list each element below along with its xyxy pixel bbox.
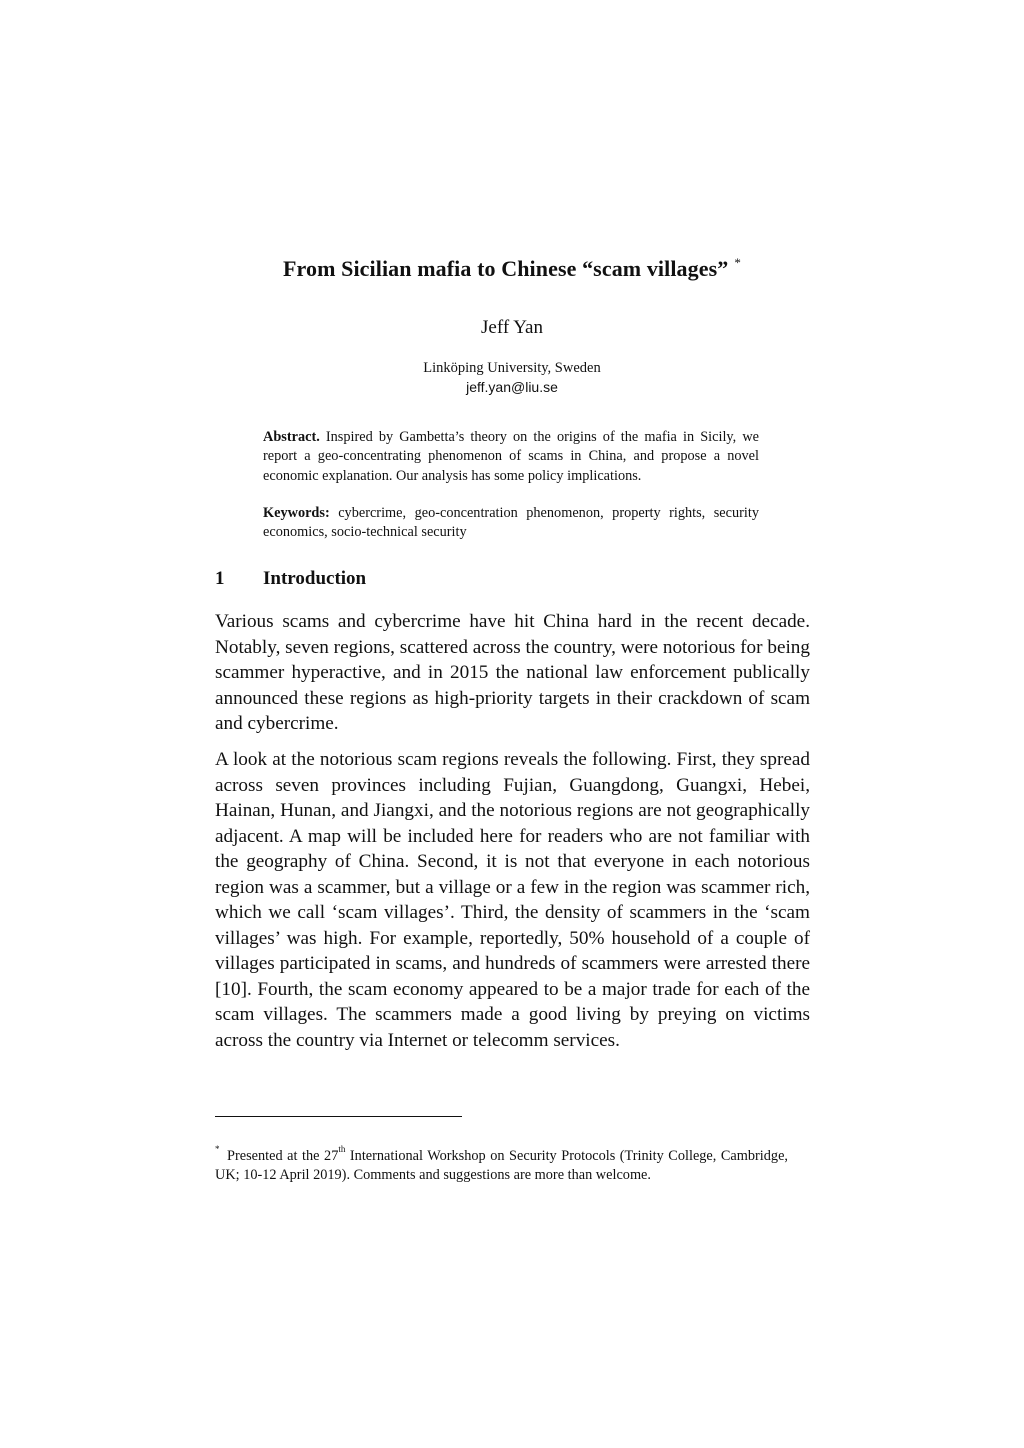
paper-title — [0, 254, 1024, 284]
keywords-label: Keywords: — [263, 505, 330, 521]
title-footnote-marker: * — [734, 255, 741, 270]
keywords — [263, 504, 759, 543]
footnote-ordinal-suffix: th — [338, 1144, 346, 1154]
section-title: Introduction — [263, 568, 367, 589]
keywords-text: cybercrime, geo-concentration phenomenon, property rights, security economics, socio-technical security — [263, 505, 759, 541]
footnote-marker: * — [215, 1144, 220, 1154]
author-affiliation: Linköping University, Sweden — [423, 360, 601, 376]
author-name: Jeff Yan — [481, 317, 543, 338]
footnote-text-after: International Workshop on Security Protocols (Trinity College, Cambridge, UK; 10-12 April 2019). Comments and suggestions are more than welcome. — [215, 1147, 788, 1184]
author-email: jeff.yan@liu.se — [466, 379, 558, 395]
section-heading-introduction — [215, 567, 366, 591]
abstract — [263, 428, 759, 486]
paper-title-text: From Sicilian mafia to Chinese “scam villages” — [283, 256, 729, 281]
abstract-label: Abstract. — [263, 429, 320, 445]
footnote — [215, 1142, 788, 1186]
footnote-divider — [215, 1116, 462, 1117]
body-paragraph-1: Various scams and cybercrime have hit China hard in the recent decade. Notably, seven regions, scattered across the country, were notorious for being scammer hyperactive, and in 2015 the national law enforcement publically announced these regions as high-priority targets in their crackdown of scam and cybercrime. — [215, 611, 810, 734]
body-paragraph-2: A look at the notorious scam regions reveals the following. First, they spread across seven provinces including Fujian, Guangdong, Guangxi, Hebei, Hainan, Hunan, and Jiangxi, and the notorious regions are not geographically adjacent. A map will be included here for readers who are not familiar with the geography of China. Second, it is not that everyone in each notorious region was a scammer, but a village or a few in the region was scammer rich, which we call ‘scam villages’. Third, the density of scammers in the ‘scam villages’ was high. For example, reportedly, 50% household of a couple of villages participated in scams, and hundreds of scammers were arrested there [10]. Fourth, the scam economy appeared to be a major trade for each of the scam villages. The scammers made a good living by preying on victims across the country via Internet or telecomm services. — [215, 749, 810, 1051]
section-number: 1 — [215, 568, 225, 589]
footnote-text-before: Presented at the 27 — [222, 1147, 339, 1164]
abstract-text: Inspired by Gambetta’s theory on the origins of the mafia in Sicily, we report a geo-concentrating phenomenon of scams in China, and propose a novel economic explanation. Our analysis has some policy implications. — [263, 429, 759, 484]
